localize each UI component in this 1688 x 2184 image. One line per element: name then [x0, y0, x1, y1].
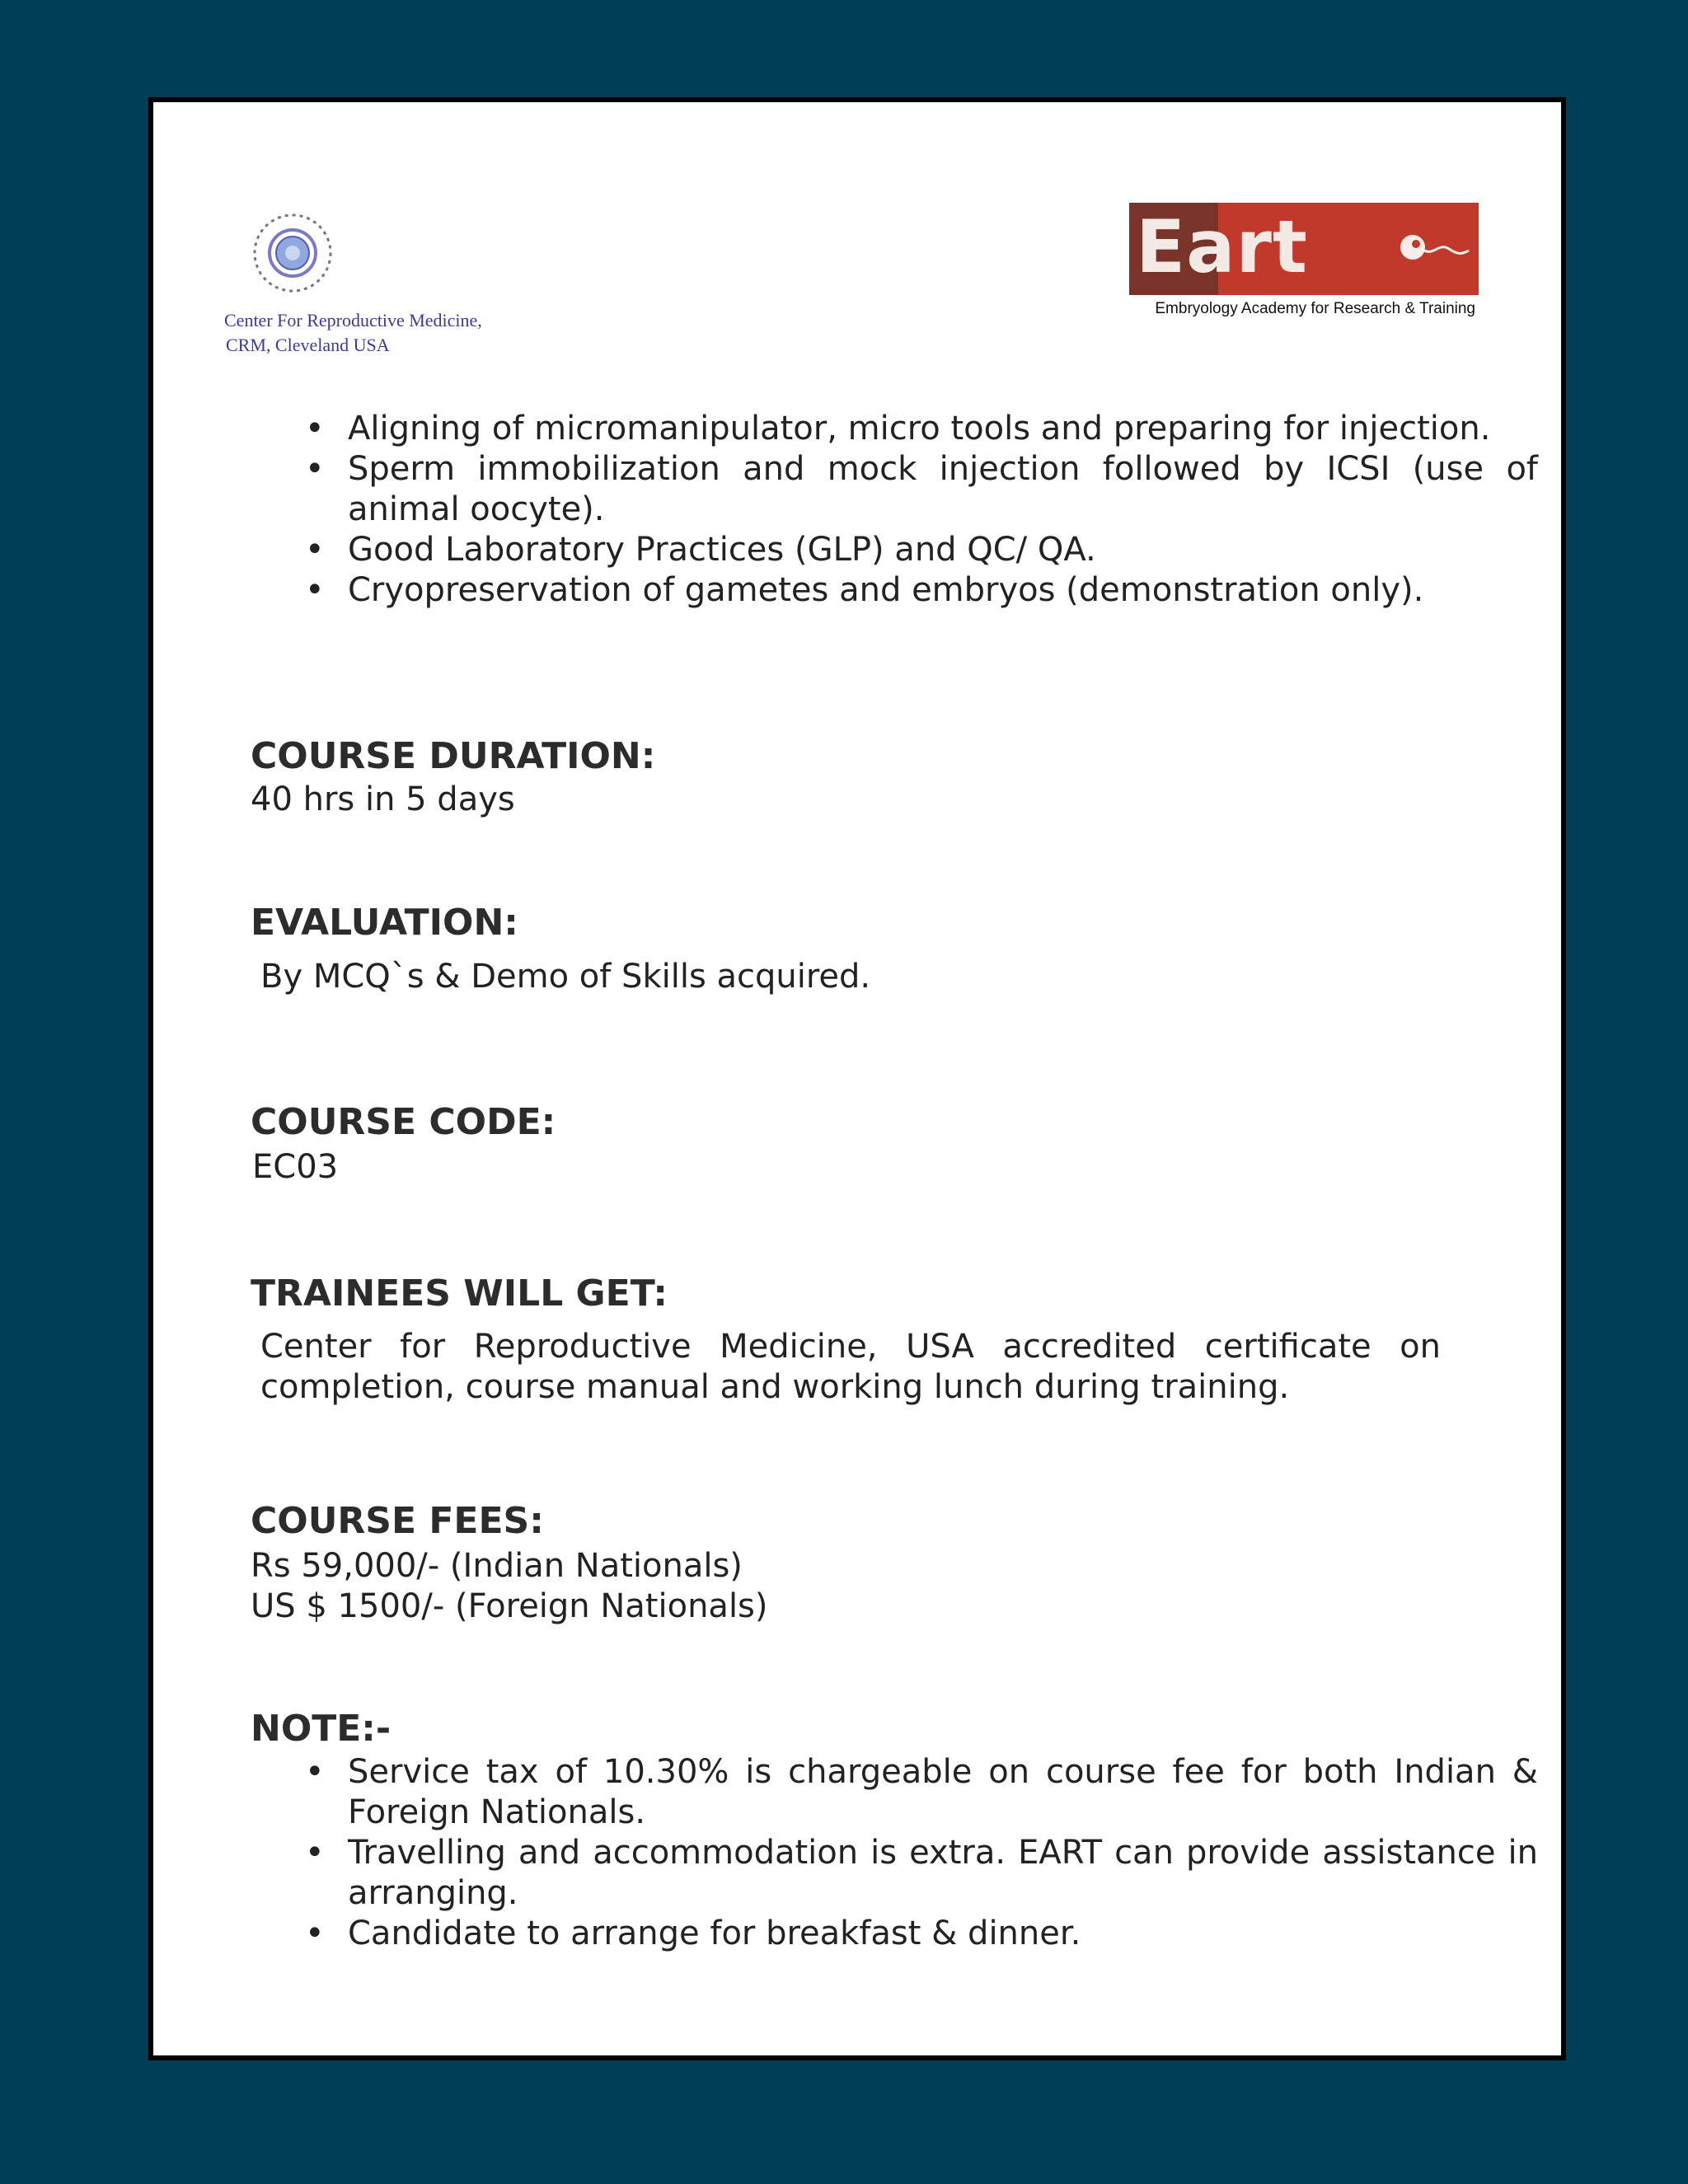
- course-code-heading: COURSE CODE:: [251, 1101, 556, 1143]
- crm-name-line2: CRM, Cleveland USA: [226, 335, 390, 355]
- list-item: • Aligning of micromanipulator, micro tools and preparing for injection.: [305, 410, 1491, 448]
- bullet-icon: •: [305, 531, 325, 569]
- evaluation-heading: EVALUATION:: [251, 902, 518, 944]
- course-code-text: EC03: [252, 1148, 339, 1186]
- bullet-icon: •: [305, 571, 325, 609]
- eart-banner: [1129, 203, 1479, 295]
- list-item: • Good Laboratory Practices (GLP) and QC/ QA.: [305, 531, 1096, 569]
- fee-indian: Rs 59,000/- (Indian Nationals): [251, 1547, 743, 1585]
- list-item: • Service tax of 10.30% is chargeable on course fee for both Indian & Foreign Nationals.: [305, 1753, 1538, 1831]
- evaluation-text: By MCQ`s & Demo of Skills acquired.: [260, 958, 871, 996]
- note-list: [305, 1752, 1538, 1954]
- document-page: [148, 97, 1566, 2060]
- training-points-list: [305, 409, 1538, 611]
- bullet-icon: •: [305, 1834, 325, 1872]
- list-item: • Travelling and accommodation is extra. EART can provide assistance in arranging.: [305, 1834, 1538, 1912]
- bullet-icon: •: [305, 1753, 325, 1791]
- crm-seal-icon: [249, 209, 336, 297]
- eart-wordmark: Eart: [1136, 204, 1308, 289]
- list-item: • Candidate to arrange for breakfast & dinner.: [305, 1915, 1081, 1952]
- course-fees-heading: COURSE FEES:: [251, 1500, 544, 1542]
- crm-logo: [224, 209, 579, 374]
- crm-name-line1: Center For Reproductive Medicine,: [224, 310, 482, 330]
- trainees-text: Center for Reproductive Medicine, USA accredited certificate on completion, course manual and working lunch during training.: [260, 1328, 1441, 1406]
- course-duration-heading: COURSE DURATION:: [251, 735, 656, 777]
- list-item: • Sperm immobilization and mock injection followed by ICSI (use of animal oocyte).: [305, 450, 1538, 528]
- eart-logo: [1129, 203, 1479, 318]
- bullet-icon: •: [305, 410, 325, 448]
- eart-tagline: Embryology Academy for Research & Training: [1155, 300, 1475, 317]
- fee-foreign: US $ 1500/- (Foreign Nationals): [251, 1587, 768, 1625]
- note-heading: NOTE:-: [251, 1708, 392, 1750]
- list-item: • Cryopreservation of gametes and embryos (demonstration only).: [305, 571, 1424, 609]
- bullet-icon: •: [305, 1915, 325, 1952]
- course-duration-text: 40 hrs in 5 days: [251, 780, 515, 818]
- bullet-icon: •: [305, 450, 325, 488]
- trainees-heading: TRAINEES WILL GET:: [251, 1272, 668, 1315]
- sperm-icon: [1396, 231, 1470, 267]
